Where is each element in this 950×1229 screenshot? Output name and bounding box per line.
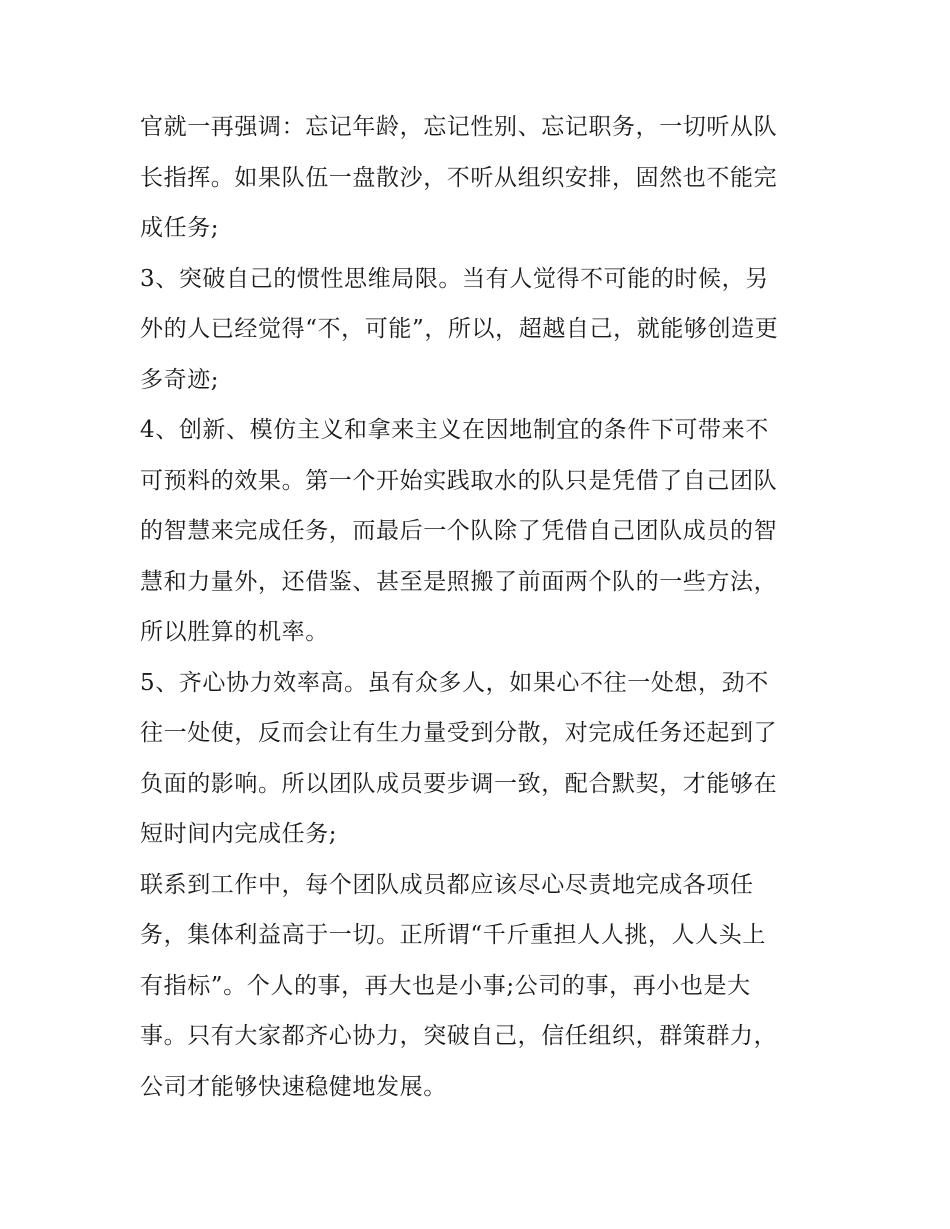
text-line: 5、齐心协力效率高。虽有众多人，如果心不往一处想，劲不 [140, 669, 769, 696]
text-line: 联系到工作中，每个团队成员都应该尽心尽责地完成各项任 [140, 871, 754, 898]
text-line: 长指挥。如果队伍一盘散沙，不听从组织安排，固然也不能完 [140, 164, 778, 191]
text-line: 外的人已经觉得“不，可能”，所以，超越自己，就能够创造更 [140, 316, 779, 342]
text-line: 4、创新、模仿主义和拿来主义在因地制宜的条件下可带来不 [140, 417, 769, 443]
text-line: 务，集体利益高于一切。正所谓“千斤重担人人挑，人人头上 [140, 922, 766, 948]
paragraph-command-unity [140, 102, 820, 254]
paragraph-point-5 [140, 658, 820, 860]
text-line: 慧和力量外，还借鉴、甚至是照搬了前面两个队的一些方法， [140, 568, 778, 595]
text-line: 多奇迹; [140, 366, 220, 393]
document-body [140, 102, 820, 1112]
paragraph-point-4 [140, 405, 820, 658]
text-line: 成任务; [140, 215, 220, 241]
text-line: 有指标”。个人的事，再大也是小事;公司的事，再小也是大 [140, 972, 751, 999]
paragraph-point-3 [140, 254, 820, 406]
text-line: 往一处使，反而会让有生力量受到分散，对完成任务还起到了 [140, 720, 778, 746]
text-line: 公司才能够快速稳健地发展。 [140, 1073, 447, 1100]
text-line: 可预料的效果。第一个开始实践取水的队只是凭借了自己团队 [140, 467, 778, 494]
text-line: 事。只有大家都齐心协力，突破自己，信任组织，群策群力， [140, 1023, 778, 1049]
text-line: 官就一再强调：忘记年龄，忘记性别、忘记职务，一切听从队 [140, 114, 778, 140]
text-line: 所以胜算的机率。 [140, 619, 329, 645]
paragraph-work-connection [140, 860, 820, 1113]
text-line: 短时间内完成任务; [140, 821, 338, 847]
text-line: 的智慧来完成任务，而最后一个队除了凭借自己团队成员的智 [140, 518, 778, 544]
text-line: 负面的影响。所以团队成员要步调一致，配合默契，才能够在 [140, 770, 778, 797]
text-line: 3、突破自己的惯性思维局限。当有人觉得不可能的时候，另 [140, 265, 769, 292]
